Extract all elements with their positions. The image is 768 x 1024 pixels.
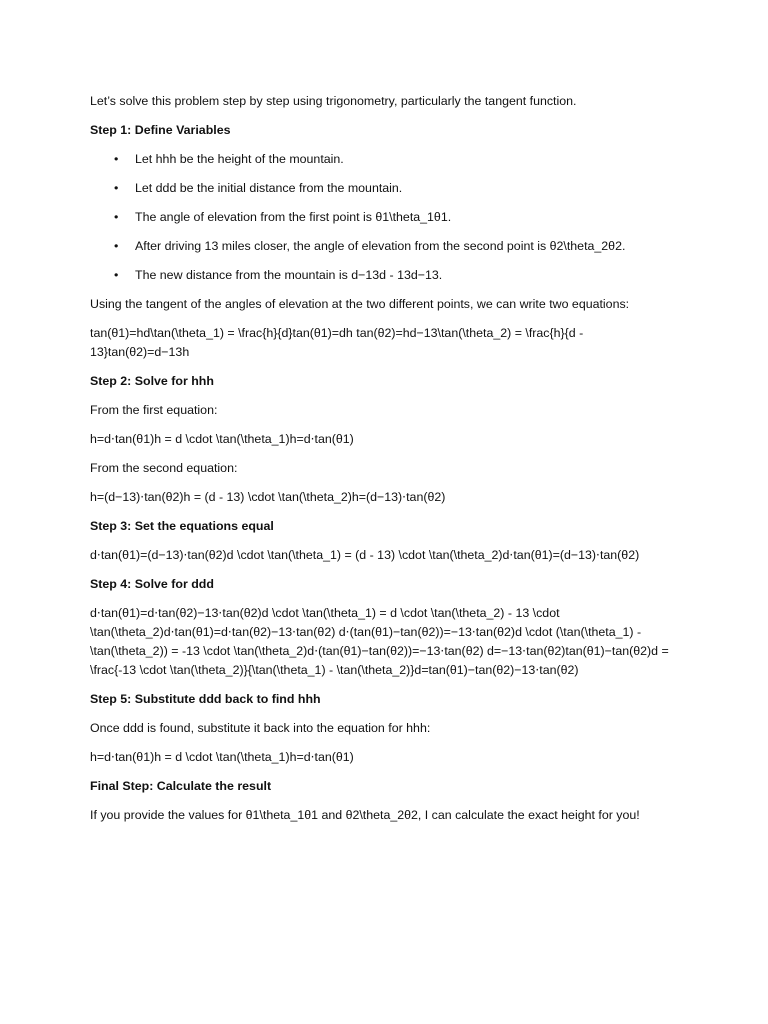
final-step-heading: Final Step: Calculate the result <box>90 779 272 793</box>
tangent-intro-paragraph: Using the tangent of the angles of elevation at the two different points, we can write two equations: <box>90 297 630 311</box>
step5-paragraph: Once ddd is found, substitute it back into the equation for hhh: <box>90 721 431 735</box>
bullet-dot-icon: • <box>114 210 119 224</box>
step2-heading: Step 2: Solve for hhh <box>90 374 214 388</box>
list-item <box>90 179 680 198</box>
bullet-dot-icon: • <box>114 181 119 195</box>
first-equation-label: From the first equation: <box>90 403 218 417</box>
step4-equation: d⋅tan(θ1)=d⋅tan(θ2)−13⋅tan(θ2)d \cdot \tan(\theta_1) = d \cdot \tan(\theta_2) - 13 \cdot \tan(\theta_2)d⋅tan(θ1)=d⋅tan(θ2)−13⋅tan(θ2) d⋅(tan(θ1)−tan(θ2))=−13⋅tan(θ2)d \cdot (\tan(\theta_1) - \tan(\theta_2)) = -13 \cdot \tan(\theta_2)d⋅(tan(θ1)−tan(θ2))=−13⋅tan(θ2) d=−13⋅tan(θ2)tan(θ1)−tan(θ2)d = \frac{-13 \cdot \tan(\theta_2)}{\tan(\theta_1) - \tan(\theta_2)}d=tan(θ1)−tan(θ2)−13⋅tan(θ2) <box>90 606 669 677</box>
list-item-text: Let hhh be the height of the mountain. <box>135 152 344 166</box>
variables-list <box>90 150 680 285</box>
intro-paragraph: Let’s solve this problem step by step using trigonometry, particularly the tangent function. <box>90 94 577 108</box>
second-equation-label: From the second equation: <box>90 461 238 475</box>
list-item-text: After driving 13 miles closer, the angle of elevation from the second point is θ2\theta_2θ2. <box>135 239 626 253</box>
step4-heading: Step 4: Solve for ddd <box>90 577 214 591</box>
step3-equation: d⋅tan(θ1)=(d−13)⋅tan(θ2)d \cdot \tan(\theta_1) = (d - 13) \cdot \tan(\theta_2)d⋅tan(θ1)=(d−13)⋅tan(θ2) <box>90 548 640 562</box>
bullet-dot-icon: • <box>114 268 119 282</box>
list-item <box>90 266 680 285</box>
list-item <box>90 208 680 227</box>
step1-heading: Step 1: Define Variables <box>90 123 231 137</box>
first-equation: h=d⋅tan(θ1)h = d \cdot \tan(\theta_1)h=d⋅tan(θ1) <box>90 432 354 446</box>
list-item <box>90 150 680 169</box>
step3-heading: Step 3: Set the equations equal <box>90 519 274 533</box>
step5-equation: h=d⋅tan(θ1)h = d \cdot \tan(\theta_1)h=d⋅tan(θ1) <box>90 750 354 764</box>
list-item-text: Let ddd be the initial distance from the mountain. <box>135 181 403 195</box>
list-item-text: The new distance from the mountain is d−13d - 13d−13. <box>135 268 443 282</box>
list-item-text: The angle of elevation from the first point is θ1\theta_1θ1. <box>135 210 452 224</box>
document-body <box>90 92 680 835</box>
final-paragraph: If you provide the values for θ1\theta_1θ1 and θ2\theta_2θ2, I can calculate the exact height for you! <box>90 808 640 822</box>
tangent-equations: tan(θ1)=hd\tan(\theta_1) = \frac{h}{d}tan(θ1)=dh tan(θ2)=hd−13\tan(\theta_2) = \frac{h}{d - 13}tan(θ2)=d−13h <box>90 326 584 359</box>
step5-heading: Step 5: Substitute ddd back to find hhh <box>90 692 321 706</box>
second-equation: h=(d−13)⋅tan(θ2)h = (d - 13) \cdot \tan(\theta_2)h=(d−13)⋅tan(θ2) <box>90 490 446 504</box>
bullet-dot-icon: • <box>114 239 119 253</box>
list-item <box>90 237 680 256</box>
bullet-dot-icon: • <box>114 152 119 166</box>
